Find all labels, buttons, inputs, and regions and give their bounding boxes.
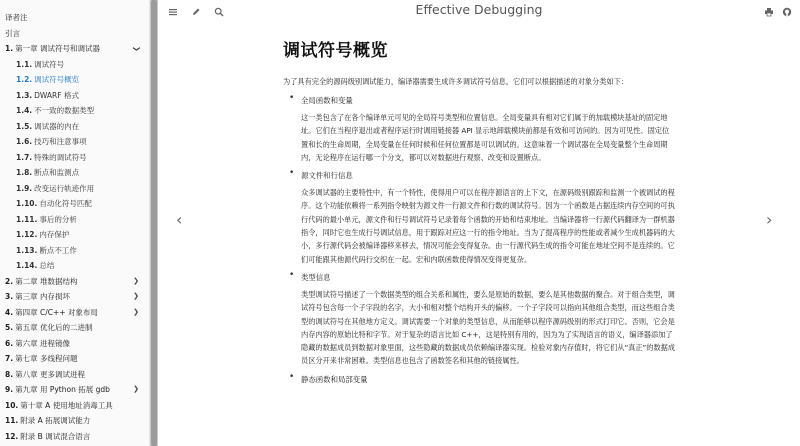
previous-page-button[interactable]	[176, 210, 182, 229]
book-title: Effective Debugging	[415, 2, 543, 17]
sidebar-item[interactable]	[0, 382, 149, 398]
sidebar-item-number: 3.	[5, 292, 14, 301]
sidebar-item[interactable]	[0, 134, 149, 150]
sidebar-item-number: 2.	[5, 276, 14, 286]
sidebar-item[interactable]	[0, 10, 149, 26]
sidebar-item[interactable]	[0, 336, 149, 352]
sidebar-item-number: 1.9.	[16, 183, 33, 193]
sidebar-item[interactable]	[0, 289, 149, 305]
symbol-category-list	[283, 94, 675, 386]
sidebar-item[interactable]	[0, 258, 149, 274]
sidebar-item[interactable]	[0, 103, 149, 119]
chevron-right-icon: ›	[766, 210, 773, 229]
sidebar-item-number: 1.10.	[16, 199, 38, 208]
sidebar-item[interactable]	[0, 398, 149, 414]
sidebar-toc	[0, 0, 150, 446]
sidebar-item-label: 第七章 多线程问题	[15, 354, 78, 363]
sidebar-item-number: 1.13.	[16, 245, 38, 255]
sidebar-item-label: 改变运行轨迹作用	[34, 183, 95, 193]
sidebar-item-label: 附录 B 调试混合语言	[20, 431, 91, 441]
sidebar-item[interactable]	[0, 150, 149, 166]
sidebar-item-label: 技巧和注意事项	[34, 137, 87, 146]
sidebar-item[interactable]	[0, 274, 149, 290]
sidebar-item-label: 第九章 用 Python 拓展 gdb	[15, 385, 110, 394]
sidebar-item-label: 第五章 优化后的二进制	[15, 323, 93, 332]
sidebar-item-label: 第六章 进程镜像	[15, 338, 70, 348]
menu-icon[interactable]	[165, 4, 181, 20]
sidebar-item-number: 1.8.	[16, 168, 33, 177]
chevron-left-icon: ‹	[176, 210, 183, 229]
sidebar-item-label: 内存保护	[39, 230, 70, 239]
sidebar-item-label: 特殊的调试符号	[34, 152, 87, 162]
sidebar-item-label: 第三章 内存损坏	[15, 292, 70, 301]
sidebar-item[interactable]	[0, 429, 149, 445]
sidebar-item-label: 事后的分析	[39, 214, 77, 224]
intro-paragraph: 为了具有完全的源码级别调试能力，编译器需要生成许多调试符号信息，它们可以根据描述的对象分类如下：	[283, 77, 629, 86]
sidebar-item-label: 调试符号	[34, 59, 65, 69]
sidebar-item-number: 1.11.	[16, 214, 38, 224]
sidebar-item-number: 7.	[5, 354, 14, 363]
list-item	[283, 169, 675, 266]
sidebar-item-number: 1.5.	[16, 121, 33, 131]
sidebar-item-label: 第八章 更多调试进程	[15, 369, 85, 379]
sidebar-item-label: 不一致的数据类型	[34, 106, 95, 115]
sidebar-item-label: 第一章 调试符号和调试器	[15, 44, 100, 53]
category-heading: • 类型信息	[301, 272, 331, 282]
toc-list	[0, 0, 149, 444]
sidebar-item-label: 调试器的内在	[34, 121, 80, 131]
chevron-right-icon[interactable]: ❯	[133, 276, 139, 285]
sidebar-item[interactable]	[0, 119, 149, 135]
sidebar-item-number: 6.	[5, 338, 14, 348]
sidebar-item-number: 1.3.	[16, 90, 33, 100]
chevron-right-icon[interactable]: ❯	[133, 292, 139, 300]
sidebar-item-number: 9.	[5, 385, 14, 394]
sidebar-item-label: 译者注	[5, 13, 28, 22]
page-title: 调试符号概览	[283, 41, 388, 61]
list-item	[283, 271, 675, 368]
chevron-right-icon[interactable]: ❯	[133, 385, 139, 393]
list-item	[283, 94, 675, 164]
sidebar-item-label: 断点不工作	[39, 245, 77, 255]
sidebar-item-number: 4.	[5, 307, 14, 317]
category-heading: • 源文件和行信息	[301, 171, 353, 181]
chevron-down-icon[interactable]: ❯	[132, 45, 141, 52]
sidebar-item[interactable]	[0, 165, 149, 181]
sidebar-item-number: 5.	[5, 323, 14, 332]
category-heading: • 静态函数和局部变量	[301, 374, 368, 384]
category-body: 众多调试器的主要特性中，有一个特性，使得用户可以在程序源语言的上下文，在源码级别跟踪和监测一个被调试的程序。这个功能依赖将一系列指令映射为源文件一行源文件和行数的调试符号。因为一个函数是占据连续内存空间的可执行代码的最小单元，源文件和行号调试符号记录着每个函数的开始和结束地址。当编译器将一行源代码翻译为一群机器指令，同时它也生成行号调试信息，用于跟踪对应这一行的指令地址。当为了提高程序的性能或者减少生成机器码的大小，多行源代码会被编译器移来移去，情况可能会变得复杂。由一行源代码生成的指令可能在地址空间不是连续的。它们可能跟其他源代码行交织在一起。宏和内联函数使得情况变得更复杂。	[301, 188, 675, 264]
sidebar-item[interactable]	[0, 212, 149, 228]
list-item	[283, 373, 675, 386]
sidebar-item-active[interactable]	[0, 72, 149, 88]
book-header	[158, 0, 800, 24]
sidebar-item[interactable]	[0, 243, 149, 259]
github-icon[interactable]	[779, 4, 795, 20]
category-body: 类型调试符号描述了一个数据类型的组合关系和属性，要么是原始的数据，要么是其他数据的聚合。对于组合类型，调试符号包含每一个子字段的名字，大小和相对整个结构开头的偏移。一个子字段可以指向其他组合类型，而这些组合类型的调试符号在其他地方定义。调试需要一个对象的类型信息，从而能够以程序源码级别的形式打印它。否则，它会是内存内容的原始比特和字节。对于复杂的语言比如 C++，这是特别有用的，因为为了实现语言的语义，编译器添加了隐藏的数据成员到数据对象里面，这些隐藏的数据成员依赖编译器实现。检验对象内存值时，将它们从“真正”的数据成员区分开来非常困难。类型信息也包含了函数签名和其他的链接属性。	[301, 289, 676, 366]
search-icon[interactable]	[211, 4, 227, 20]
print-icon[interactable]	[761, 4, 777, 20]
sidebar-item[interactable]	[0, 351, 149, 367]
pencil-icon[interactable]	[188, 4, 204, 20]
sidebar-item-label: 引言	[5, 28, 20, 38]
sidebar-item-label: DWARF 格式	[34, 90, 79, 100]
chevron-right-icon[interactable]: ❯	[133, 307, 139, 316]
sidebar-item-label: 附录 A 拓展调试能力	[20, 416, 91, 425]
sidebar-item-number: 1.12.	[16, 230, 38, 239]
sidebar-item-number: 1.4.	[16, 106, 33, 115]
sidebar-item-label: 第二章 堆数据结构	[15, 276, 78, 286]
sidebar-item-number: 1.6.	[16, 137, 33, 146]
sidebar-item[interactable]	[0, 305, 149, 321]
page-content	[283, 36, 675, 391]
sidebar-item[interactable]	[0, 26, 149, 42]
sidebar-item-label: 自动化符号匹配	[39, 199, 92, 208]
sidebar-item-number: 1.1.	[16, 59, 33, 69]
next-page-button[interactable]	[766, 210, 772, 229]
sidebar-item-number: 1.2.	[16, 75, 33, 84]
sidebar-item[interactable]	[0, 88, 149, 104]
sidebar-scrollbar-thumb[interactable]	[151, 0, 157, 446]
category-body: 这一类包含了在各个编译单元可见的全局符号类型和位置信息。全局变量具有相对它们属于的加载模块基址的固定地址。它们在当程序退出或者程序运行时调用链接器 API 显示地卸载模块前都是有效和可访问的。因为可见性、固定位置和长的生命周期，全局变量在任何时候和任何位置都是可以调试的。这意味着一个调试器在全局变量整个生命周期内，无论程序在运行哪一个分支，都可以对数据进行观察、改变和设置断点。	[301, 113, 670, 162]
sidebar-item-label: 第四章 C/C++ 对象布局	[15, 307, 98, 317]
sidebar-item-number: 10.	[5, 400, 19, 410]
sidebar-item-label: 第十章 A 使用地址消毒工具	[20, 400, 113, 410]
sidebar-item-number: 12.	[5, 431, 19, 441]
sidebar-item[interactable]	[0, 57, 149, 73]
category-heading: • 全局函数和变量	[301, 96, 353, 105]
sidebar-item[interactable]	[0, 196, 149, 212]
sidebar-item-number: 8.	[5, 369, 14, 379]
sidebar-item-label: 调试符号概览	[34, 75, 80, 84]
sidebar-item-number: 11.	[5, 416, 19, 425]
sidebar-item-number: 1.	[5, 44, 14, 53]
sidebar-item-number: 1.14.	[16, 261, 38, 270]
sidebar-item-label: 总结	[39, 261, 55, 270]
sidebar-item[interactable]	[0, 227, 149, 243]
sidebar-item[interactable]	[0, 320, 149, 336]
sidebar-item-number: 1.7.	[16, 152, 33, 162]
sidebar-item[interactable]	[0, 413, 149, 429]
sidebar-item-label: 断点和监测点	[34, 168, 80, 177]
sidebar-item[interactable]	[0, 41, 149, 57]
sidebar-item[interactable]	[0, 181, 149, 197]
sidebar-item[interactable]	[0, 367, 149, 383]
